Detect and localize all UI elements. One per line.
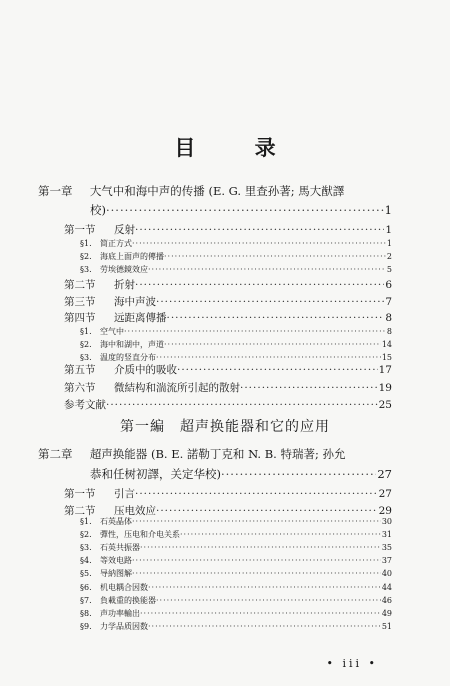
chapter-1-label: 第一章 xyxy=(38,184,73,198)
chapter-1-heading xyxy=(38,183,344,199)
toc-entry-label: §2. xyxy=(80,340,92,349)
toc-entry-label: §9. xyxy=(80,622,92,631)
toc-entry-section xyxy=(64,277,392,292)
toc-entry-text: 力学品质因数 xyxy=(100,622,148,631)
chapter-1-title-line2: 校) xyxy=(90,203,106,217)
toc-entry-label: §2. xyxy=(80,530,92,539)
leader-dots xyxy=(180,530,381,539)
toc-entry-para xyxy=(80,608,392,619)
toc-entry-page: 1 xyxy=(386,239,392,248)
toc-entry-para xyxy=(80,568,392,579)
toc-title: 目 录 xyxy=(174,135,302,160)
leader-dots xyxy=(148,265,386,274)
leader-dots xyxy=(164,252,386,261)
toc-entry-page: 27 xyxy=(378,488,392,500)
leader-dots xyxy=(156,596,381,605)
leader-dots xyxy=(106,203,384,217)
toc-entry-text: 简正方式 xyxy=(100,239,132,248)
chapter-2-title-line1: 超声换能器 (B. E. 諾勒丁克和 N. B. 特瑞著; 孙允 xyxy=(89,447,346,461)
toc-entry-text: 石英晶体 xyxy=(100,517,132,526)
page-number: • iii • xyxy=(326,657,378,670)
toc-entry-page: 46 xyxy=(381,596,392,605)
toc-entry-page: 25 xyxy=(378,399,392,411)
toc-entry-para xyxy=(80,251,392,262)
toc-entry-page: 8 xyxy=(385,312,392,324)
toc-entry-page: 7 xyxy=(385,296,392,308)
toc-entry-text: 介质中的吸收 xyxy=(114,364,177,376)
leader-dots xyxy=(140,543,381,552)
toc-entry-section xyxy=(64,222,392,237)
toc-entry-text: 导納图解 xyxy=(100,569,132,578)
toc-entry-page: 35 xyxy=(381,543,392,552)
toc-entry-text: 机电耦合因数 xyxy=(100,583,148,592)
toc-entry-label: §1. xyxy=(80,239,92,248)
leader-dots xyxy=(140,609,381,618)
toc-entry-para xyxy=(80,326,392,337)
chapter-2-label: 第二章 xyxy=(38,447,73,461)
toc-entry-para xyxy=(80,595,392,606)
toc-entry-para xyxy=(80,529,392,540)
toc-entry-text: 微結构和湍流所引起的散射 xyxy=(114,382,240,394)
toc-entry-page: 8 xyxy=(386,327,392,336)
toc-entry-page: 15 xyxy=(381,353,392,362)
toc-entry-page: 40 xyxy=(381,569,392,578)
leader-dots xyxy=(124,327,386,336)
toc-entry-para xyxy=(80,339,392,350)
toc-entry-text: 参考文献 xyxy=(64,399,106,411)
toc-entry-para xyxy=(80,542,392,553)
leader-dots xyxy=(167,312,385,324)
toc-entry-text: 海中声波 xyxy=(114,296,156,308)
toc-entry-label: §6. xyxy=(80,583,92,592)
toc-entry-section xyxy=(64,380,392,395)
toc-entry-text: 温度的竖直分布 xyxy=(100,353,156,362)
toc-entry-text: 声功率輸出 xyxy=(100,609,140,618)
leader-dots xyxy=(132,239,386,248)
toc-entry-text: 海中和湖中，声道 xyxy=(100,340,164,349)
leader-dots xyxy=(148,583,381,592)
toc-entry-page: 19 xyxy=(378,382,392,394)
toc-entry-label: 第四节 xyxy=(64,312,96,324)
leader-dots xyxy=(132,569,381,578)
toc-entry-ref xyxy=(64,397,392,412)
toc-entry-para xyxy=(80,621,392,632)
toc-entry-page: 1 xyxy=(385,224,392,236)
chapter-1-title-line1: 大气中和海中声的传播 (E. G. 里查孙著; 馬大猷譯 xyxy=(89,184,345,198)
toc-entry-page: 30 xyxy=(381,517,392,526)
toc-entry-label: §3. xyxy=(80,543,92,552)
toc-entry-label: 第一节 xyxy=(64,488,96,500)
toc-entry-para xyxy=(80,582,392,593)
toc-entry-text: 反射 xyxy=(114,224,135,236)
toc-entry-label: 第二节 xyxy=(64,279,96,291)
toc-entry-label: §1. xyxy=(80,327,92,336)
toc-entry-label: 第二节 xyxy=(64,505,96,517)
toc-entry-page: 44 xyxy=(381,583,392,592)
toc-entry-section xyxy=(64,310,392,325)
part-1-title: 第一編 超声换能器和它的应用 xyxy=(120,419,330,435)
toc-entry-text: 石英共振器 xyxy=(100,543,140,552)
leader-dots xyxy=(106,399,378,411)
leader-dots xyxy=(156,296,384,308)
chapter-2-heading xyxy=(38,446,346,462)
toc-entry-label: 第三节 xyxy=(64,296,96,308)
toc-entry-para xyxy=(80,264,392,275)
leader-dots xyxy=(156,353,381,362)
toc-entry-label: §2. xyxy=(80,252,92,261)
toc-entry-label: 第六节 xyxy=(64,382,96,394)
toc-entry-text: 引言 xyxy=(114,488,135,500)
toc-entry-label: §3. xyxy=(80,265,92,274)
toc-entry-label: §5. xyxy=(80,569,92,578)
chapter-2-title-line2-row xyxy=(90,466,392,482)
toc-entry-label: §4. xyxy=(80,556,92,565)
toc-entry-page: 29 xyxy=(378,505,392,517)
toc-entry-label: §1. xyxy=(80,517,92,526)
toc-entry-page: 51 xyxy=(381,622,392,631)
toc-entry-label: §7. xyxy=(80,596,92,605)
chapter-1-page: 1 xyxy=(384,203,392,217)
toc-entry-page: 37 xyxy=(381,556,392,565)
toc-entry-page: 2 xyxy=(386,252,392,261)
toc-entry-label: §8. xyxy=(80,609,92,618)
toc-entry-text: 彈性，压电和介电关系 xyxy=(100,530,180,539)
toc-entry-page: 14 xyxy=(381,340,392,349)
toc-entry-text: 空气中 xyxy=(100,327,124,336)
toc-entry-label: §3. xyxy=(80,353,92,362)
toc-entry-page: 6 xyxy=(385,279,392,291)
toc-entry-text: 折射 xyxy=(114,279,135,291)
chapter-1-title-line2-row xyxy=(90,202,392,218)
leader-dots xyxy=(135,488,378,500)
toc-entry-section xyxy=(64,486,392,501)
toc-entry-page: 17 xyxy=(378,364,392,376)
leader-dots xyxy=(164,340,381,349)
leader-dots xyxy=(135,279,384,291)
toc-entry-page: 49 xyxy=(381,609,392,618)
leader-dots xyxy=(132,556,381,565)
toc-entry-text: 等效电路 xyxy=(100,556,132,565)
toc-entry-label: 第一节 xyxy=(64,224,96,236)
leader-dots xyxy=(221,467,376,481)
toc-entry-page: 31 xyxy=(381,530,392,539)
toc-entry-text: 海底上面声的傳播 xyxy=(100,252,164,261)
leader-dots xyxy=(148,622,381,631)
toc-entry-text: 远距离傳播 xyxy=(114,312,167,324)
toc-entry-para xyxy=(80,555,392,566)
chapter-2-title-line2: 恭和任树初譯，关定华校) xyxy=(90,467,221,481)
toc-entry-section xyxy=(64,294,392,309)
toc-entry-text: 压电效应 xyxy=(114,505,156,517)
leader-dots xyxy=(135,224,384,236)
toc-entry-text: 劳埃德鏡效应 xyxy=(100,265,148,274)
toc-entry-label: 第五节 xyxy=(64,364,96,376)
leader-dots xyxy=(132,517,381,526)
toc-entry-para xyxy=(80,516,392,527)
leader-dots xyxy=(240,382,378,394)
chapter-2-page: 27 xyxy=(377,467,392,481)
toc-entry-section xyxy=(64,362,392,377)
toc-entry-text: 負載重的换能器 xyxy=(100,596,156,605)
toc-entry-para xyxy=(80,238,392,249)
toc-entry-page: 5 xyxy=(386,265,392,274)
leader-dots xyxy=(177,364,378,376)
